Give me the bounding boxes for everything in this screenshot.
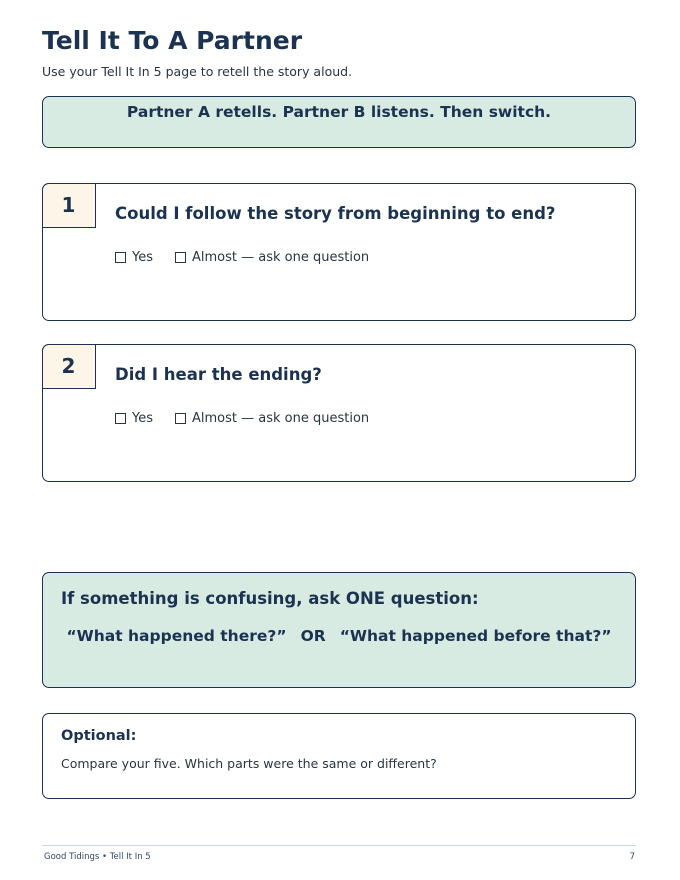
tip-question-a: “What happened there?” <box>66 627 287 645</box>
option-label: Yes <box>132 411 153 426</box>
question-number: 1 <box>42 183 96 228</box>
question-text: Could I follow the story from beginning to end? <box>115 204 556 223</box>
option-label: Almost — ask one question <box>192 411 370 426</box>
tip-questions <box>43 627 635 645</box>
optional-box <box>42 713 636 799</box>
answer-options <box>115 250 369 265</box>
footer-text: Good Tidings • Tell It In 5 <box>44 852 151 862</box>
answer-options <box>115 411 369 426</box>
option-yes[interactable] <box>115 250 153 265</box>
checkbox-icon[interactable] <box>115 413 126 424</box>
page-number: 7 <box>629 852 635 862</box>
optional-label: Optional: <box>61 728 137 744</box>
question-card-2 <box>42 344 636 482</box>
instruction-text: Partner A retells. Partner B listens. Then switch. <box>126 103 552 121</box>
footer-divider <box>42 845 636 846</box>
tip-heading: If something is confusing, ask ONE question: <box>61 589 479 608</box>
instruction-banner <box>42 96 636 148</box>
tip-or: OR <box>300 627 326 645</box>
checkbox-icon[interactable] <box>175 252 186 263</box>
page-subtitle: Use your Tell It In 5 page to retell the story aloud. <box>42 64 353 79</box>
checkbox-icon[interactable] <box>175 413 186 424</box>
optional-text: Compare your five. Which parts were the same or different? <box>61 756 437 771</box>
question-text: Did I hear the ending? <box>115 365 322 384</box>
question-card-1 <box>42 183 636 321</box>
checkbox-icon[interactable] <box>115 252 126 263</box>
page-title: Tell It To A Partner <box>42 26 303 55</box>
question-number: 2 <box>42 344 96 389</box>
tip-box <box>42 572 636 688</box>
option-yes[interactable] <box>115 411 153 426</box>
option-almost[interactable] <box>175 250 369 265</box>
option-label: Yes <box>132 250 153 265</box>
option-almost[interactable] <box>175 411 369 426</box>
option-label: Almost — ask one question <box>192 250 370 265</box>
tip-question-b: “What happened before that?” <box>339 627 612 645</box>
